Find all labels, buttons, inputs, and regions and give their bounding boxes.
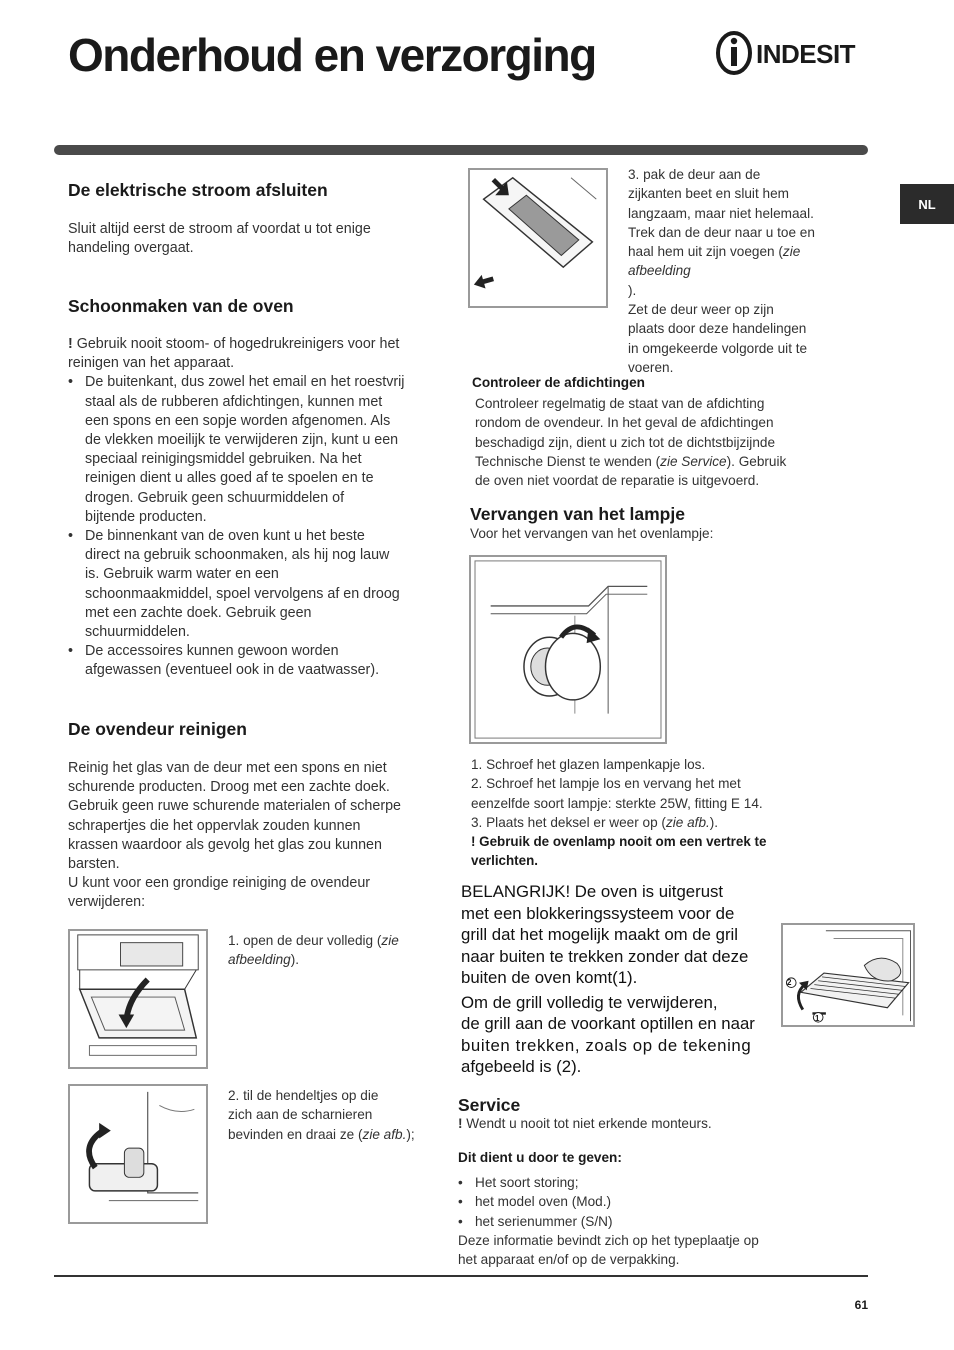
- text-line: Gebruik nooit stoom- of hogedrukreinigers voor het: [72, 336, 400, 352]
- brand-wordmark: INDESIT: [756, 39, 856, 69]
- step-1: [228, 931, 448, 970]
- oven-body: [68, 335, 448, 681]
- heading-deur: De ovendeur reinigen: [68, 719, 247, 739]
- text-line: eenzelfde soort lampje: sterkte 25W, fitting E 14.: [471, 795, 763, 811]
- text-line: het model oven (Mod.): [475, 1194, 612, 1210]
- list-item: [68, 373, 448, 527]
- text-line: De buitenkant, dus zowel het email en het roestvrij: [85, 374, 405, 391]
- text-line: Sluit altijd eerst de stroom af voordat u tot enige: [68, 221, 371, 237]
- indesit-logo-icon: [714, 30, 874, 76]
- list-item: [68, 642, 448, 680]
- warning-mark: !: [458, 1116, 463, 1131]
- figure-remove-door: [468, 168, 608, 308]
- list-item: [458, 1192, 838, 1211]
- text-line: De accessoires kunnen gewoon worden: [85, 643, 339, 660]
- list-item: [458, 1212, 838, 1231]
- heading-oven: Schoonmaken van de oven: [68, 296, 294, 316]
- text-line: Gebruik geen ruwe schurende materialen of scherpe: [68, 798, 401, 815]
- text-line: 1. Schroef het glazen lampenkapje los.: [471, 757, 706, 772]
- bullet-icon: •: [458, 1213, 463, 1229]
- text-line: speciaal reinigingsmiddel gebruiken. Na het: [85, 451, 362, 468]
- text-line: een spons en een sopje worden afgenomen. Als: [85, 412, 391, 429]
- text-line: Wendt u nooit tot niet erkende monteurs.: [462, 1116, 712, 1131]
- language-tab-label: NL: [918, 196, 936, 212]
- text-italic: zie Service: [660, 453, 727, 469]
- text-line: Trek dan de deur naar u toe en: [628, 224, 815, 240]
- step-italic: zie afb.: [362, 1126, 407, 1142]
- lampje-intro: Voor het vervangen van het ovenlampje:: [470, 526, 714, 541]
- heading-lampje: Vervangen van het lampje: [470, 504, 685, 524]
- deur-body: [68, 759, 448, 913]
- text-line: schoonmaakmiddel, spoel vervolgens af en droog: [85, 585, 400, 602]
- step-italic: zie afbeelding: [228, 933, 399, 968]
- text-line: Controleer regelmatig de staat van de afdichting: [475, 396, 765, 411]
- text-line: Technische Dienst te wenden (: [475, 453, 661, 469]
- lamp-warning: verlichten.: [471, 853, 538, 869]
- text-line: 3. pak de deur aan de: [628, 167, 761, 182]
- text-line: het serienummer (S/N): [475, 1213, 613, 1229]
- text-line: naar buiten te trekken zonder dat deze: [461, 946, 749, 966]
- figure-hinge: [68, 1084, 208, 1224]
- text-line: is. Gebruik warm water en een: [85, 566, 279, 583]
- step-text: );: [406, 1126, 415, 1142]
- text-line: buiten trekken, zoals op de tekening: [461, 1035, 752, 1055]
- text-line: staal als de rubberen afdichtingen, kunnen met: [85, 393, 383, 410]
- text-line: barsten.: [68, 856, 120, 873]
- step-3: [628, 165, 850, 377]
- text-line: Reinig het glas van de deur met een spons en niet: [68, 760, 387, 776]
- text-line: afgebeeld is (2).: [461, 1057, 582, 1076]
- text-line: Om de grill volledig te verwijderen,: [461, 992, 718, 1012]
- step-text: ).: [290, 952, 300, 968]
- text-line: reinigen van het apparaat.: [68, 355, 235, 372]
- text-line: schurende producten. Droog met een zachte doek.: [68, 779, 390, 796]
- text-line: de vlekken moeilijk te verwijderen zijn, kunt u een: [85, 432, 399, 449]
- text-line: 2. Schroef het lampje los en vervang het met: [471, 776, 741, 792]
- step-text: 1. open de deur volledig (: [228, 933, 382, 948]
- lampje-steps: [471, 755, 851, 871]
- header-rule: [54, 145, 868, 155]
- text-line: 2. til de hendeltjes op die: [228, 1088, 379, 1103]
- text-line: voeren.: [628, 359, 674, 375]
- text-line: Deze informatie bevindt zich op het typeplaatje op: [458, 1232, 759, 1248]
- text-line: krassen waardoor als gevolg het glas zou kunnen: [68, 836, 382, 853]
- bullet-icon: •: [68, 528, 74, 545]
- text-line: handeling overgaat.: [68, 240, 194, 257]
- text-line: ). Gebruik: [726, 453, 787, 469]
- list-item: [458, 1173, 838, 1192]
- heading-afdichtingen: Controleer de afdichtingen: [472, 375, 645, 390]
- text-line: buiten de oven komt(1).: [461, 968, 638, 987]
- belangrijk-block: [461, 881, 781, 1078]
- text-line: De binnenkant van de oven kunt u het beste: [85, 528, 365, 545]
- text-italic: zie afb.: [665, 814, 710, 830]
- service-warning: [458, 1114, 712, 1133]
- bullet-icon: •: [68, 643, 74, 660]
- text-line: zich aan de scharnieren: [228, 1107, 373, 1123]
- text-line: BELANGRIJK! De oven is uitgerust: [461, 882, 724, 901]
- page-number: 61: [854, 1298, 868, 1312]
- text-line: de grill aan de voorkant optillen en naar: [461, 1014, 755, 1033]
- text-line: met een zachte doek. Gebruik geen: [85, 604, 312, 621]
- text-line: 3. Plaats het deksel er weer op (: [471, 814, 666, 830]
- bullet-icon: •: [68, 374, 74, 391]
- text-line: beschadigd zijn, dient u zich tot de dichtstbijzijnde: [475, 434, 775, 450]
- text-line: haal hem uit zijn voegen (: [628, 244, 783, 260]
- step-2: [228, 1086, 448, 1144]
- text-line: in omgekeerde volgorde uit te: [628, 340, 808, 356]
- warning-mark: !: [68, 336, 73, 352]
- heading-service: Service: [458, 1095, 521, 1115]
- oven-warning: [68, 335, 448, 354]
- figure-lamp: [469, 555, 667, 744]
- text-line: ).: [709, 814, 719, 830]
- text-line: zijkanten beet en sluit hem: [628, 186, 789, 202]
- text-line: schuurmiddelen.: [85, 624, 190, 641]
- afdichtingen-body: [475, 394, 855, 490]
- text-line: het apparaat en/of op de verpakking.: [458, 1252, 680, 1268]
- text-line: afgewassen (eventueel ook in de vaatwasser).: [85, 662, 380, 679]
- text-line: U kunt voor een grondige reiniging de ovendeur: [68, 875, 371, 892]
- text-line: met een blokkeringssysteem voor de: [461, 903, 735, 923]
- callout-2: 2: [787, 978, 792, 987]
- page-title: Onderhoud en verzorging: [68, 29, 596, 81]
- step-italic: zie afbeelding: [628, 244, 801, 279]
- bullet-icon: •: [458, 1194, 463, 1210]
- text-line: bijtende producten.: [85, 508, 207, 525]
- footer-rule: [54, 1275, 868, 1277]
- bullet-icon: •: [458, 1175, 463, 1190]
- text-line: bevinden en draai ze (: [228, 1126, 363, 1142]
- text-line: grill dat het mogelijk maakt om de gril: [461, 925, 739, 944]
- text-line: reinigen dient u alles goed af te spoelen en te: [85, 470, 374, 487]
- text-line: langzaam, maar niet helemaal.: [628, 205, 814, 221]
- text-line: Zet de deur weer op zijn: [628, 302, 774, 318]
- language-tab: [900, 184, 954, 224]
- step-text: ).: [628, 282, 637, 298]
- text-line: rondom de ovendeur. In het geval de afdichtingen: [475, 415, 774, 431]
- text-line: Het soort storing;: [475, 1175, 579, 1190]
- text-line: de oven niet voordat de reparatie is uitgevoerd.: [475, 473, 760, 489]
- list-item: [68, 527, 448, 642]
- stroom-body: [68, 220, 448, 258]
- service-list: [458, 1173, 838, 1269]
- text-line: verwijderen:: [68, 894, 146, 911]
- text-line: drogen. Gebruik geen schuurmiddelen of: [85, 489, 345, 506]
- figure-open-door: [68, 929, 208, 1069]
- figure-grill: [781, 923, 915, 1027]
- text-line: plaats door deze handelingen: [628, 321, 807, 337]
- heading-stroom: De elektrische stroom afsluiten: [68, 180, 328, 200]
- lamp-warning: ! Gebruik de ovenlamp nooit om een vertrek te: [471, 834, 767, 850]
- text-line: direct na gebruik schoonmaken, als hij nog lauw: [85, 547, 390, 564]
- callout-1: 1: [815, 1014, 820, 1023]
- service-subheading: Dit dient u door te geven:: [458, 1150, 622, 1165]
- text-line: schrapertjes die het oppervlak zouden kunnen: [68, 817, 361, 834]
